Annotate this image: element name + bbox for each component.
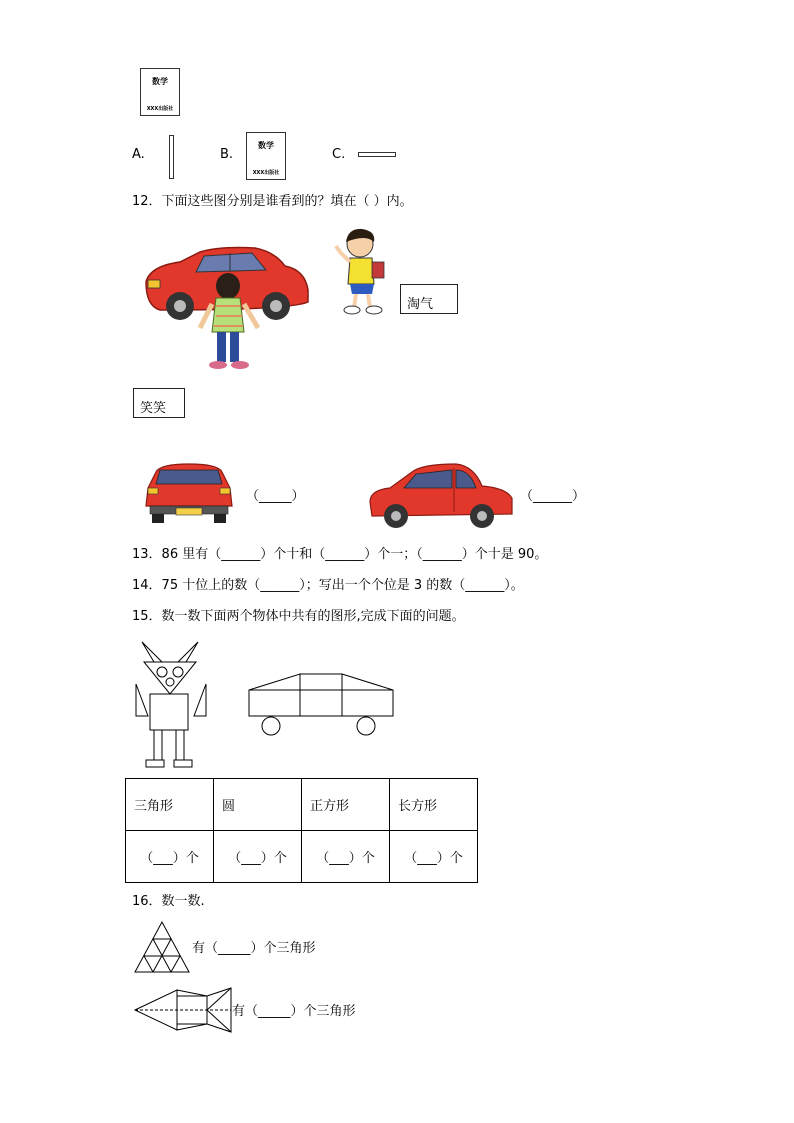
book-publisher: XXX出版社: [252, 170, 280, 176]
answer-blank-side-view[interactable]: （______）: [520, 489, 586, 504]
answer-blank-back-view[interactable]: （_____）: [246, 489, 305, 504]
car-back-view-illustration: [142, 462, 236, 524]
shape-figure-fox: [132, 640, 212, 770]
option-c-label: C.: [332, 147, 346, 162]
shape-count-table: [125, 778, 478, 883]
option-c-book-top-view: [358, 152, 396, 157]
book-title: 数学: [258, 141, 274, 150]
answer-square-count[interactable]: （___）个: [302, 831, 390, 883]
answer-line-triangles-1[interactable]: 有（_____）个三角形: [192, 941, 316, 956]
header-square: 正方形: [302, 779, 390, 831]
answer-line-triangles-2[interactable]: 有（_____）个三角形: [232, 1004, 356, 1019]
question-16-text: 16．数一数.: [132, 894, 205, 909]
name-box-taoqi: [400, 284, 458, 314]
triangle-figure: [133, 920, 191, 974]
header-rectangle: 长方形: [390, 779, 478, 831]
boy-taoqi-illustration: [330, 226, 390, 316]
question-12-text: 12．下面这些图分别是谁看到的？填在（ ）内。: [132, 194, 413, 209]
book-publisher: XXX出版社: [146, 106, 174, 112]
book-title: 数学: [152, 77, 168, 86]
option-a-label: A.: [132, 147, 145, 162]
math-book-image: [140, 68, 180, 116]
question-15-text: 15．数一数下面两个物体中共有的图形,完成下面的问题。: [132, 609, 465, 624]
car-side-view-illustration: [366, 462, 516, 532]
name-xiaoxiao: 笑笑: [140, 401, 167, 416]
answer-circle-count[interactable]: （___）个: [214, 831, 302, 883]
question-14-text: 14．75 十位上的数（______）；写出一个个位是 3 的数（______）。: [132, 578, 524, 593]
name-taoqi: 淘气: [407, 297, 434, 312]
answer-rectangle-count[interactable]: （___）个: [390, 831, 478, 883]
answer-triangle-count[interactable]: （___）个: [126, 831, 214, 883]
car-scene-illustration: [140, 240, 320, 375]
option-a-book-side-view: [169, 135, 174, 179]
option-b-label: B.: [220, 147, 234, 162]
option-b-book-front-view: [246, 132, 286, 180]
header-triangle: 三角形: [126, 779, 214, 831]
shape-figure-car: [248, 670, 396, 738]
header-circle: 圆: [214, 779, 302, 831]
name-box-xiaoxiao: [133, 388, 185, 418]
fish-figure: [133, 986, 233, 1034]
question-13-text: 13．86 里有（______）个十和（______）个一；（______）个十是 90。: [132, 547, 548, 562]
